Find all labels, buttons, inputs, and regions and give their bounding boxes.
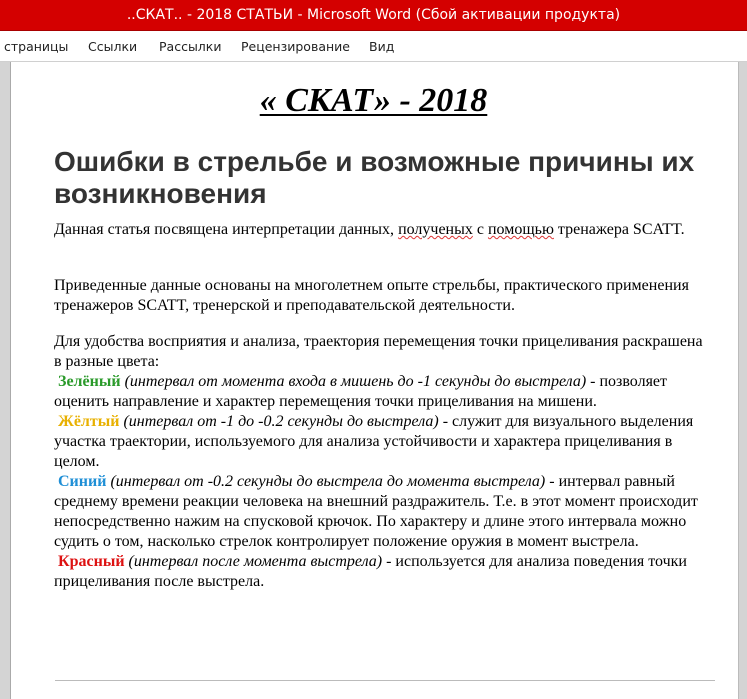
green-label: Зелёный	[58, 373, 121, 390]
document-title	[0, 82, 747, 120]
document-workspace	[0, 62, 747, 699]
yellow-interval: (интервал от -1 до -0.2 секунды до выстрела)	[123, 413, 439, 430]
ribbon-tabs	[0, 31, 747, 62]
yellow-description: - служит для визуального выделения участка траектории, используемого для анализа устойчивости и характера прицеливания в целом.	[54, 413, 694, 470]
tab-view[interactable]: Вид	[369, 39, 395, 54]
window-title: ..СКАТ.. - 2018 СТАТЬИ - Microsoft Word (Сбой активации продукта)	[126, 7, 621, 23]
blue-description: - интервал равный среднему времени реакции человека на внешний раздражитель. Т.е. в этот момент происходит непосредственно нажим на спусковой крючок. По характеру и длине этого интервала можно судить о том, насколько стрелок контролирует положение оружия в момент выстрела.	[54, 473, 698, 550]
tab-page-layout[interactable]: страницы	[4, 39, 69, 54]
red-interval: (интервал после момента выстрела)	[128, 553, 383, 570]
page-separator	[55, 680, 715, 681]
blue-label: Синий	[58, 473, 107, 490]
intro-text: тренажера SCATT.	[553, 221, 685, 238]
title-bar	[0, 0, 747, 31]
blue-interval: (интервал от -0.2 секунды до выстрела до момента выстрела)	[110, 473, 546, 490]
yellow-label: Жёлтый	[58, 413, 120, 430]
article-heading: Ошибки в стрельбе и возможные причины их возникновения	[54, 146, 695, 209]
intro-text: Данная статья посвящена интерпретации данных,	[54, 221, 399, 238]
tab-references[interactable]: Ссылки	[88, 39, 138, 54]
colors-intro: Для удобства восприятия и анализа, траектория перемещения точки прицеливания раскрашена в разные цвета:	[54, 333, 703, 370]
intro-text: с	[472, 221, 488, 238]
paragraph-colors	[54, 332, 714, 592]
green-description: - позволяет оценить направление и характер перемещения точки прицеливания на мишени.	[54, 373, 668, 410]
red-item	[54, 552, 714, 592]
green-interval: (интервал от момента входа в мишень до -1 секунды до выстрела)	[124, 373, 587, 390]
paragraph-experience: Приведенные данные основаны на многолетнем опыте стрельбы, практического применения тренажеров SCATT, тренерской и преподавательской деятельности.	[54, 277, 689, 314]
tab-mailings[interactable]: Рассылки	[159, 39, 222, 54]
document-title-text: « СКАТ» - 2018	[259, 82, 488, 119]
paragraph-intro	[54, 220, 714, 240]
spellcheck-word: полученых	[398, 221, 473, 238]
yellow-item	[54, 412, 714, 472]
blue-item	[54, 472, 714, 552]
tab-review[interactable]: Рецензирование	[241, 39, 350, 54]
green-item	[54, 372, 714, 412]
spellcheck-word: помощью	[487, 221, 554, 238]
red-description: - используется для анализа поведения точки прицеливания после выстрела.	[54, 553, 687, 590]
red-label: Красный	[58, 553, 125, 570]
